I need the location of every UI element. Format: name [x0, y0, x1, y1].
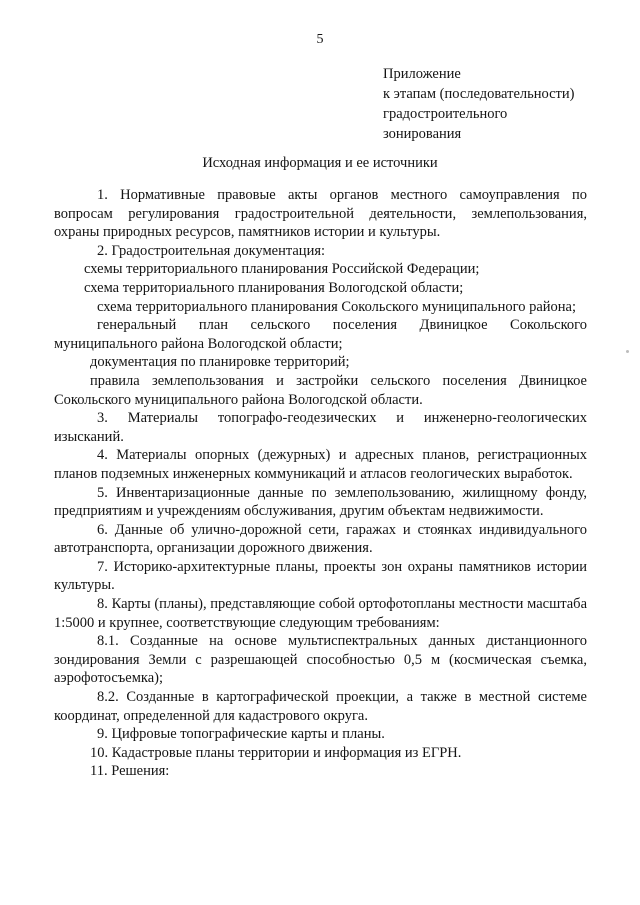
list-item: 8.2. Созданные в картографической проекции, а также в местной системе координат, определенной для кадастрового округа.	[54, 689, 587, 724]
scan-mark	[626, 350, 629, 353]
list-item: 3. Материалы топографо-геодезических и инженерно-геологических изысканий.	[54, 410, 587, 445]
list-item: 1. Нормативные правовые акты органов местного самоуправления по вопросам регулирования градостроительной деятельности, землепользования, охраны природных ресурсов, памятников истории и культуры.	[54, 187, 587, 241]
list-item: 9. Цифровые топографические карты и планы.	[97, 726, 385, 743]
list-item: 10. Кадастровые планы территории и информация из ЕГРН.	[90, 744, 462, 761]
list-item: схемы территориального планирования Российской Федерации;	[84, 261, 480, 278]
appendix-line: градостроительного	[383, 106, 508, 122]
list-item: 8.1. Созданные на основе мультиспектральных данных дистанционного зондирования Земли с разрешающей способностью 0,5 м (космическая съемка, аэрофотосъемка);	[54, 633, 587, 687]
list-item: 11. Решения:	[90, 763, 170, 780]
document-body	[54, 186, 587, 781]
list-item: генеральный план сельского поселения Двиницкое Сокольского муниципального района Вологодской области;	[54, 317, 587, 352]
list-item: 8. Карты (планы), представляющие собой ортофотопланы местности масштаба 1:5000 и крупнее, соответствующие следующим требованиям:	[54, 596, 587, 631]
list-item: схема территориального планирования Сокольского муниципального района;	[97, 298, 577, 315]
appendix-line: зонирования	[383, 126, 462, 142]
list-item: 5. Инвентаризационные данные по землепользованию, жилищному фонду, предприятиям и учреждениям обслуживания, другим объектам недвижимости.	[54, 484, 587, 520]
list-item: документация по планировке территорий;	[90, 354, 350, 371]
document-title: Исходная информация и ее источники	[202, 155, 438, 171]
list-item: 2. Градостроительная документация:	[97, 242, 326, 259]
list-item: 4. Материалы опорных (дежурных) и адресных планов, регистрационных планов подземных инженерных коммуникаций и атласов геологических выработок.	[54, 447, 587, 482]
appendix-line: Приложение	[383, 66, 461, 82]
appendix-note	[383, 64, 574, 144]
list-item: 6. Данные об улично-дорожной сети, гаражах и стоянках индивидуального автотранспорта, организации дорожного движения.	[54, 521, 587, 557]
list-item: правила землепользования и застройки сельского поселения Двиницкое Сокольского муниципального района Вологодской области.	[54, 372, 587, 408]
list-item: схема территориального планирования Вологодской области;	[84, 279, 464, 296]
list-item: 7. Историко-архитектурные планы, проекты зон охраны памятников истории культуры.	[54, 558, 587, 594]
page-number: 5	[316, 32, 324, 47]
appendix-line: к этапам (последовательности)	[383, 86, 575, 102]
